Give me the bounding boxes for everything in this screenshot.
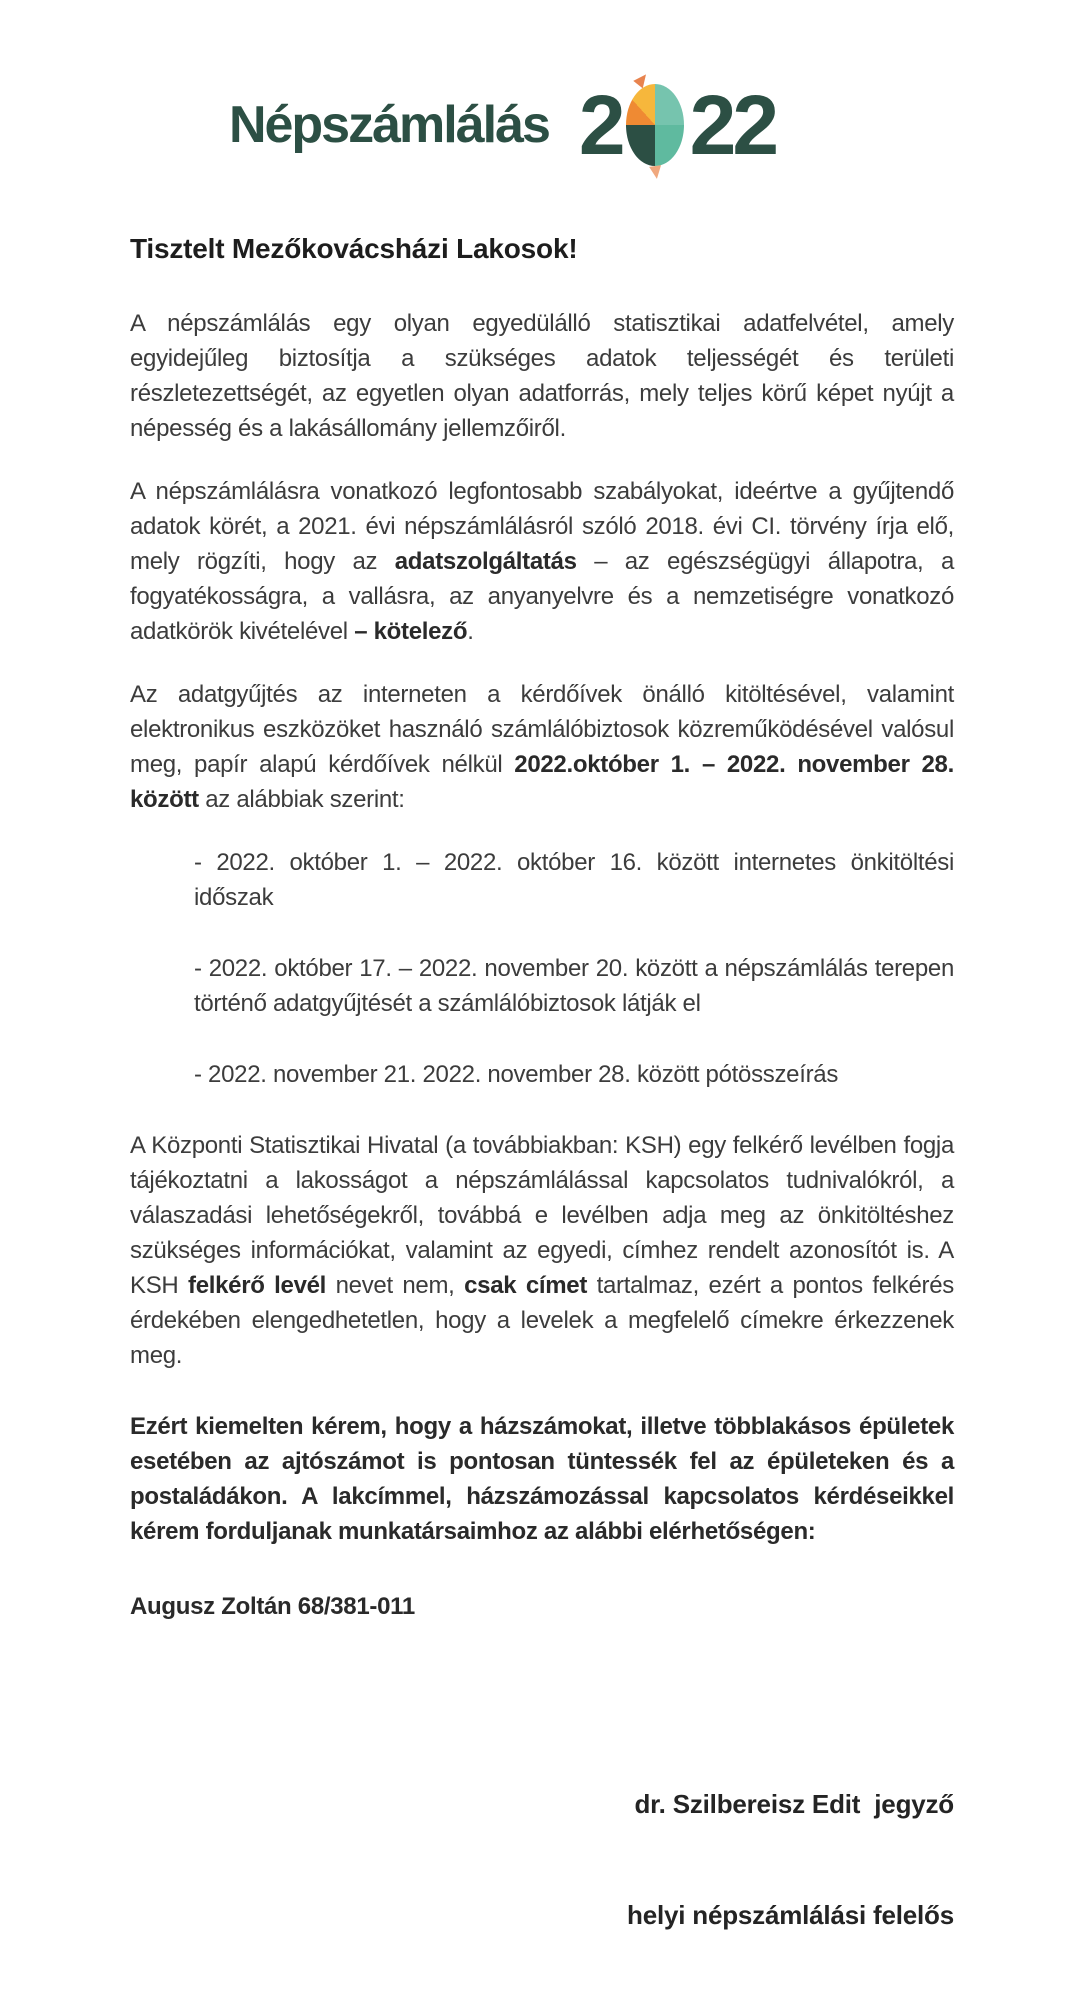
text-run: tartalmaz, ezért a pontos felkérés érdekében elengedhetetlen, hogy a levelek a megfelelő címekre érkezzenek meg.: [130, 1272, 954, 1369]
paragraph: [130, 677, 954, 817]
bold-run: csak címet: [464, 1272, 588, 1299]
text-run: az alábbiak szerint:: [198, 786, 405, 813]
logo-year-prefix: 2: [578, 78, 622, 172]
text-run: - 2022. október 17. – 2022. november 20. között a népszámlálás terepen történő adatgyűjtését a számlálóbiztosok látják el: [194, 955, 954, 1017]
signature-role: helyi népszámlálási felelős: [627, 1900, 954, 1930]
text-run: .: [467, 618, 474, 645]
emphasis: [130, 1409, 954, 1549]
paragraph: [130, 474, 954, 649]
text-run: A Központi Statisztikai Hivatal (a továbbiakban: KSH) egy felkérő levélben fogja tájékoztatni a lakosságot a népszámlálással kapcsolatos tudnivalókról, a válaszadási lehetőségekről, továbbá e levélben adja meg az önkitöltéshez szükséges információkat, valamint az egyedi, címhez rendelt azonosítót is. A KSH: [130, 1132, 954, 1299]
text-run: - 2022. november 21. 2022. november 28. között pótösszeírás: [194, 1061, 839, 1088]
text-run: - 2022. október 1. – 2022. október 16. között internetes önkitöltési időszak: [194, 849, 954, 911]
salutation: Tisztelt Mezőkovácsházi Lakosok!: [130, 233, 578, 264]
logo-year: [578, 78, 776, 172]
signature-block: [130, 1712, 954, 2008]
bold-run: felkérő levél: [188, 1272, 327, 1299]
text-run: A népszámlálás egy olyan egyedülálló statisztikai adatfelvétel, amely egyidejűleg biztosítja a szükséges adatok teljességét és területi részletezettségét, az egyetlen olyan adatforrás, mely teljes körű képet nyújt a népesség és a lakásállomány jellemzőiről.: [130, 310, 954, 442]
list-item: [194, 1057, 954, 1092]
logo-year-suffix: 22: [689, 78, 776, 172]
text-run: A népszámlálásra vonatkozó legfontosabb szabályokat, ideértve a gyűjtendő adatok körét, a 2021. évi népszámlálásról szóló 2018. évi CI. törvény írja elő, mely rögzíti, hogy az: [130, 478, 954, 575]
contact: [130, 1589, 954, 1624]
bold-run: Ezért kiemelten kérem, hogy a házszámokat, illetve többlakásos épületek esetében az ajtószámot is pontosan tüntessék fel az épületeken és a postaládákon. A lakcímmel, házszámozással kapcsolatos kérdéseikkel kérem forduljanak munkatársaimhoz az alábbi elérhetőségen:: [130, 1413, 954, 1545]
list-item: [194, 845, 954, 915]
paragraph: [130, 306, 954, 446]
compass-arrow-top-icon: [633, 71, 650, 89]
logo-wordmark: Népszámlálás: [228, 96, 549, 154]
text-run: nevet nem,: [326, 1272, 465, 1299]
bold-run: 2022.október 1. – 2022. november 28. között: [130, 751, 954, 813]
compass-arrow-bottom-icon: [649, 165, 663, 180]
logo-globe-zero: [626, 84, 684, 166]
paragraph: [130, 1128, 954, 1373]
bold-run: Augusz Zoltán 68/381-011: [130, 1593, 415, 1620]
bold-run: adatszolgáltatás: [394, 548, 577, 575]
signature-name: dr. Szilbereisz Edit jegyző: [634, 1789, 954, 1819]
text-run: Az adatgyűjtés az interneten a kérdőívek önálló kitöltésével, valamint elektronikus eszközöket használó számlálóbiztosok közreműködésével valósul meg, papír alapú kérdőívek nélkül: [130, 681, 954, 778]
bold-run: – kötelező: [354, 618, 468, 645]
letter-body: [130, 306, 954, 1624]
census-logo: [90, 70, 914, 180]
text-run: – az egészségügyi állapotra, a fogyatékosságra, a vallásra, az anyanyelvre és a nemzetiségre vonatkozó adatkörök kivételével: [130, 548, 954, 645]
list-item: [194, 951, 954, 1021]
